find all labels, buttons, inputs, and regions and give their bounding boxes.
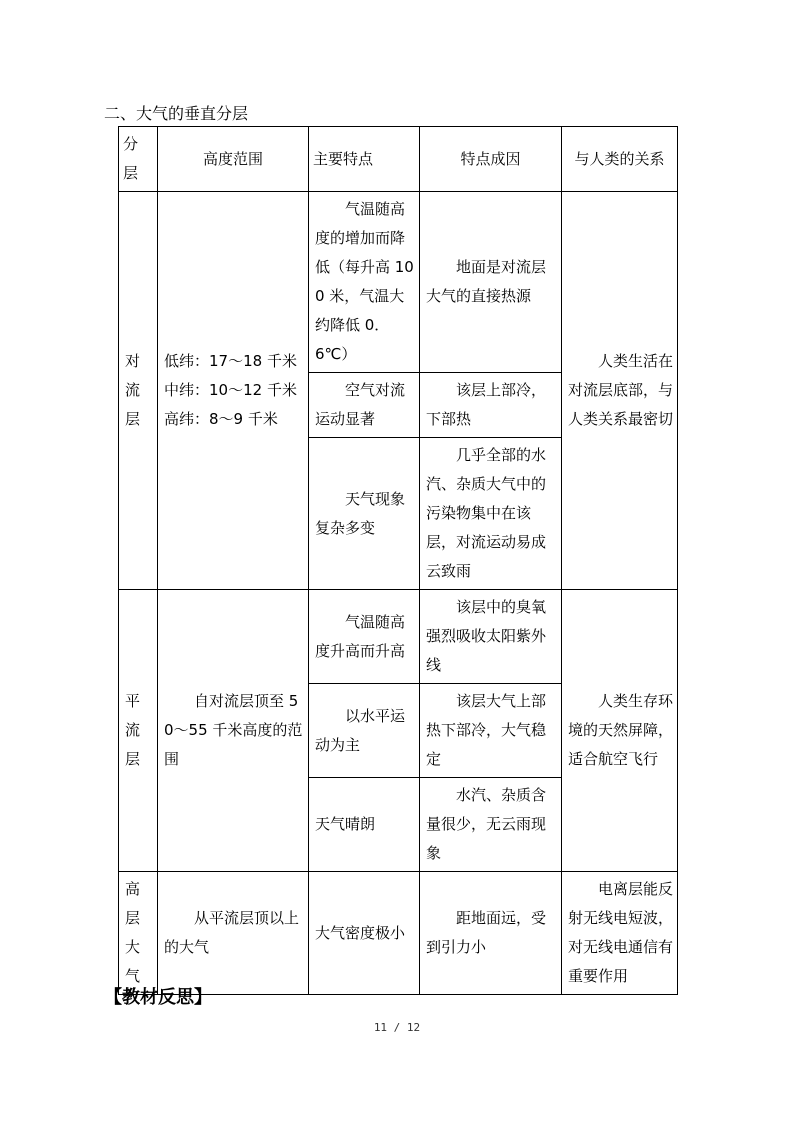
atmosphere-layers-table	[118, 126, 678, 995]
troposphere-range	[158, 192, 309, 590]
layer-name-troposphere: 对流层	[119, 192, 158, 590]
upper-relation: 电离层能反射无线电短波，对无线电通信有重要作用	[562, 872, 678, 995]
upper-feature: 大气密度极小	[309, 872, 420, 995]
header-human-relation: 与人类的关系	[562, 127, 678, 192]
stratosphere-range: 自对流层顶至 50～55 千米高度的范围	[158, 590, 309, 872]
page-number: 11 / 12	[373, 1021, 421, 1034]
header-height-range: 高度范围	[158, 127, 309, 192]
troposphere-cause: 该层上部冷，下部热	[420, 373, 562, 438]
stratosphere-feature: 天气晴朗	[309, 778, 420, 872]
troposphere-relation: 人类生活在对流层底部，与人类关系最密切	[562, 192, 678, 590]
section-title: 二、大气的垂直分层	[104, 104, 249, 123]
stratosphere-feature: 气温随高度升高而升高	[309, 590, 420, 684]
stratosphere-cause: 该层中的臭氧强烈吸收太阳紫外线	[420, 590, 562, 684]
troposphere-cause: 几乎全部的水汽、杂质大气中的污染物集中在该层，对流运动易成云致雨	[420, 438, 562, 590]
stratosphere-cause: 水汽、杂质含量很少，无云雨现象	[420, 778, 562, 872]
table-row	[119, 872, 678, 995]
range-low-latitude: 低纬：17～18 千米	[164, 352, 297, 370]
stratosphere-feature: 以水平运动为主	[309, 684, 420, 778]
table-row	[119, 590, 678, 684]
upper-cause: 距地面远，受到引力小	[420, 872, 562, 995]
layer-name-stratosphere: 平流层	[119, 590, 158, 872]
table-row	[119, 192, 678, 373]
reflection-heading: 【教材反思】	[104, 987, 212, 1008]
range-high-latitude: 高纬：8～9 千米	[164, 410, 278, 428]
header-layer: 分层	[119, 127, 158, 192]
header-main-features: 主要特点	[309, 127, 420, 192]
troposphere-feature: 空气对流运动显著	[309, 373, 420, 438]
table-header-row	[119, 127, 678, 192]
stratosphere-cause: 该层大气上部热下部冷，大气稳定	[420, 684, 562, 778]
stratosphere-relation: 人类生存环境的天然屏障，适合航空飞行	[562, 590, 678, 872]
troposphere-cause: 地面是对流层大气的直接热源	[420, 192, 562, 373]
upper-range: 从平流层顶以上的大气	[158, 872, 309, 995]
range-mid-latitude: 中纬：10～12 千米	[164, 381, 297, 399]
layer-name-upper-atmosphere: 高层大气	[119, 872, 158, 995]
header-feature-cause: 特点成因	[420, 127, 562, 192]
troposphere-feature: 气温随高度的增加而降低（每升高 100 米，气温大约降低 0．6℃）	[309, 192, 420, 373]
troposphere-feature: 天气现象复杂多变	[309, 438, 420, 590]
